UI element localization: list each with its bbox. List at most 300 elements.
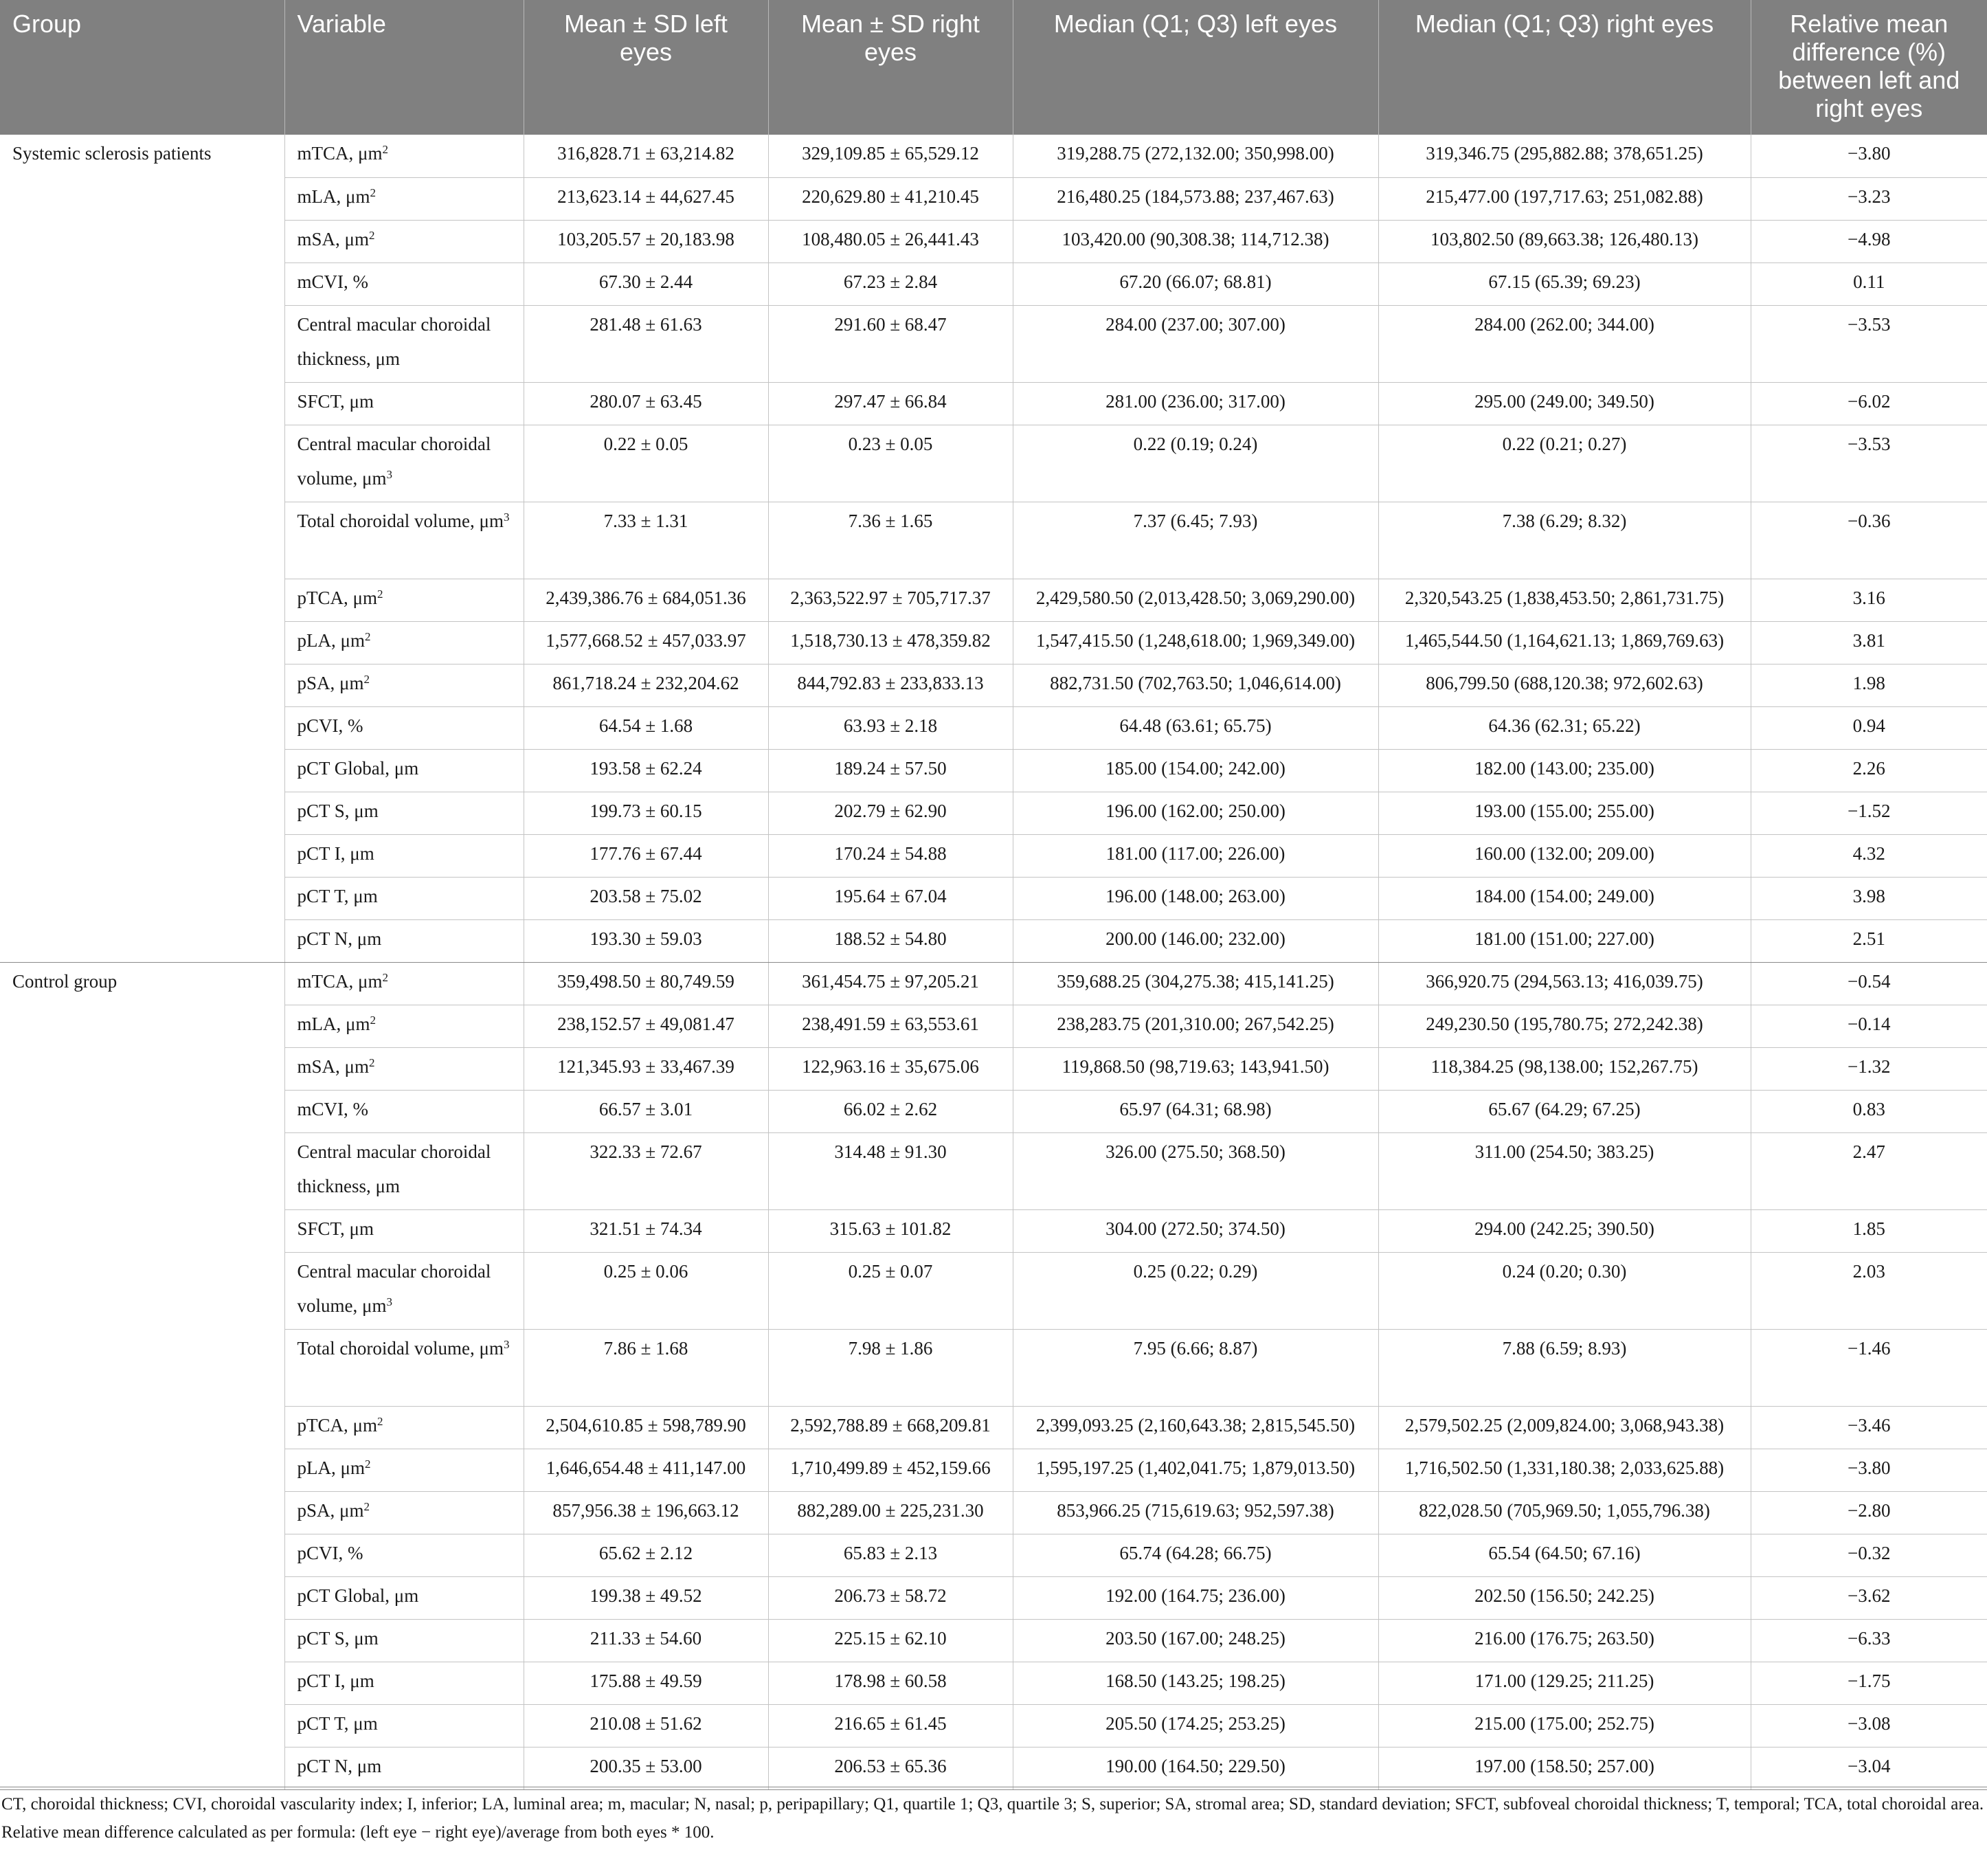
table-row — [0, 1747, 1987, 1789]
median-left-cell: 359,688.25 (304,275.38; 415,141.25) — [1013, 962, 1378, 1005]
relative-difference-cell: −3.08 — [1751, 1704, 1987, 1747]
median-right-cell: 67.15 (65.39; 69.23) — [1378, 263, 1751, 305]
table-row — [0, 1209, 1987, 1252]
median-right-cell: 171.00 (129.25; 211.25) — [1378, 1662, 1751, 1704]
mean-right-cell: 216.65 ± 61.45 — [768, 1704, 1013, 1747]
median-right-cell: 65.67 (64.29; 67.25) — [1378, 1090, 1751, 1132]
table-row — [0, 877, 1987, 919]
variable-label: pTCA, μm — [297, 587, 377, 608]
median-left-cell: 119,868.50 (98,719.63; 143,941.50) — [1013, 1047, 1378, 1090]
median-right-cell: 64.36 (62.31; 65.22) — [1378, 706, 1751, 749]
variable-cell — [284, 305, 524, 382]
median-left-cell: 1,547,415.50 (1,248,618.00; 1,969,349.00) — [1013, 621, 1378, 664]
variable-cell — [284, 425, 524, 502]
header-variable: Variable — [284, 0, 524, 135]
header-group: Group — [0, 0, 284, 135]
variable-cell — [284, 1209, 524, 1252]
variable-label: Total choroidal volume, μm — [297, 1337, 504, 1359]
median-left-cell: 326.00 (275.50; 368.50) — [1013, 1132, 1378, 1209]
variable-label: mTCA, μm — [297, 970, 383, 992]
variable-label: pLA, μm — [297, 1457, 365, 1478]
variable-label: Total choroidal volume, μm — [297, 510, 504, 531]
table-row — [0, 834, 1987, 877]
median-left-cell: 200.00 (146.00; 232.00) — [1013, 919, 1378, 962]
median-left-cell: 65.74 (64.28; 66.75) — [1013, 1534, 1378, 1576]
variable-cell — [284, 1576, 524, 1619]
variable-cell — [284, 1534, 524, 1576]
unit-exponent: 2 — [369, 1056, 375, 1069]
median-left-cell: 0.22 (0.19; 0.24) — [1013, 425, 1378, 502]
mean-right-cell: 2,592,788.89 ± 668,209.81 — [768, 1406, 1013, 1449]
abbreviations-footnote: CT, choroidal thickness; CVI, choroidal vascularity index; I, inferior; LA, luminal area; m, macular; N, nasal; p, peripapillary; Q1, quartile 1; Q3, quartile 3; S, superior; SA, stromal area; SD, standard deviation; SFCT, subfoveal choroidal thickness; T, temporal; TCA, total choroidal area. — [1, 1795, 1984, 1813]
table-row — [0, 1406, 1987, 1449]
unit-exponent: 2 — [363, 672, 370, 686]
median-left-cell: 67.20 (66.07; 68.81) — [1013, 263, 1378, 305]
relative-difference-cell: 3.81 — [1751, 621, 1987, 664]
variable-cell — [284, 1704, 524, 1747]
unit-exponent: 3 — [386, 1295, 392, 1308]
variable-cell — [284, 1491, 524, 1534]
relative-difference-cell: −3.80 — [1751, 135, 1987, 177]
median-right-cell: 319,346.75 (295,882.88; 378,651.25) — [1378, 135, 1751, 177]
median-left-cell: 284.00 (237.00; 307.00) — [1013, 305, 1378, 382]
median-right-cell: 215.00 (175.00; 252.75) — [1378, 1704, 1751, 1747]
unit-exponent: 2 — [382, 970, 388, 984]
relative-difference-cell: 2.51 — [1751, 919, 1987, 962]
table-row — [0, 263, 1987, 305]
mean-left-cell: 67.30 ± 2.44 — [524, 263, 768, 305]
variable-cell — [284, 579, 524, 621]
unit-exponent: 3 — [504, 510, 510, 524]
median-right-cell: 0.24 (0.20; 0.30) — [1378, 1252, 1751, 1329]
table-row — [0, 706, 1987, 749]
median-left-cell: 2,429,580.50 (2,013,428.50; 3,069,290.00) — [1013, 579, 1378, 621]
relative-difference-cell: 2.26 — [1751, 749, 1987, 792]
variable-label: pCT I, μm — [297, 842, 374, 864]
relative-difference-cell: −3.46 — [1751, 1406, 1987, 1449]
relative-difference-cell: 4.32 — [1751, 834, 1987, 877]
table-row — [0, 305, 1987, 382]
median-left-cell: 7.37 (6.45; 7.93) — [1013, 502, 1378, 579]
mean-left-cell: 0.22 ± 0.05 — [524, 425, 768, 502]
median-right-cell: 284.00 (262.00; 344.00) — [1378, 305, 1751, 382]
variable-cell — [284, 621, 524, 664]
median-left-cell: 190.00 (164.50; 229.50) — [1013, 1747, 1378, 1789]
mean-left-cell: 2,439,386.76 ± 684,051.36 — [524, 579, 768, 621]
median-left-cell: 853,966.25 (715,619.63; 952,597.38) — [1013, 1491, 1378, 1534]
median-right-cell: 366,920.75 (294,563.13; 416,039.75) — [1378, 962, 1751, 1005]
variable-cell — [284, 706, 524, 749]
unit-exponent: 2 — [377, 1414, 383, 1428]
mean-left-cell: 177.76 ± 67.44 — [524, 834, 768, 877]
mean-left-cell: 213,623.14 ± 44,627.45 — [524, 177, 768, 220]
mean-left-cell: 322.33 ± 72.67 — [524, 1132, 768, 1209]
relative-difference-cell: −6.33 — [1751, 1619, 1987, 1662]
mean-left-cell: 359,498.50 ± 80,749.59 — [524, 962, 768, 1005]
median-left-cell: 196.00 (162.00; 250.00) — [1013, 792, 1378, 834]
variable-label: pTCA, μm — [297, 1414, 377, 1436]
mean-left-cell: 199.73 ± 60.15 — [524, 792, 768, 834]
median-left-cell: 216,480.25 (184,573.88; 237,467.63) — [1013, 177, 1378, 220]
median-right-cell: 311.00 (254.50; 383.25) — [1378, 1132, 1751, 1209]
mean-left-cell: 175.88 ± 49.59 — [524, 1662, 768, 1704]
variable-label: mLA, μm — [297, 186, 370, 207]
mean-left-cell: 103,205.57 ± 20,183.98 — [524, 220, 768, 263]
relative-difference-cell: 0.94 — [1751, 706, 1987, 749]
table-row — [0, 579, 1987, 621]
mean-left-cell: 193.58 ± 62.24 — [524, 749, 768, 792]
mean-left-cell: 121,345.93 ± 33,467.39 — [524, 1047, 768, 1090]
variable-label: SFCT, μm — [297, 390, 374, 412]
variable-label: pCVI, % — [297, 715, 363, 736]
unit-exponent: 2 — [364, 1457, 371, 1471]
table-row — [0, 177, 1987, 220]
table-row — [0, 135, 1987, 177]
relative-difference-cell: 1.85 — [1751, 1209, 1987, 1252]
variable-cell — [284, 664, 524, 706]
median-right-cell: 249,230.50 (195,780.75; 272,242.38) — [1378, 1005, 1751, 1047]
mean-right-cell: 108,480.05 ± 26,441.43 — [768, 220, 1013, 263]
mean-right-cell: 7.98 ± 1.86 — [768, 1329, 1013, 1406]
relative-difference-cell: −1.75 — [1751, 1662, 1987, 1704]
unit-exponent: 2 — [377, 587, 383, 601]
mean-left-cell: 1,577,668.52 ± 457,033.97 — [524, 621, 768, 664]
table-body — [0, 135, 1987, 1789]
median-right-cell: 294.00 (242.25; 390.50) — [1378, 1209, 1751, 1252]
header-mean-right: Mean ± SD right eyes — [768, 0, 1013, 135]
table-row — [0, 220, 1987, 263]
median-right-cell: 2,579,502.25 (2,009,824.00; 3,068,943.38) — [1378, 1406, 1751, 1449]
median-right-cell: 118,384.25 (98,138.00; 152,267.75) — [1378, 1047, 1751, 1090]
mean-left-cell: 200.35 ± 53.00 — [524, 1747, 768, 1789]
median-right-cell: 295.00 (249.00; 349.50) — [1378, 382, 1751, 425]
relative-difference-cell: −1.32 — [1751, 1047, 1987, 1090]
median-right-cell: 1,465,544.50 (1,164,621.13; 1,869,769.63) — [1378, 621, 1751, 664]
median-left-cell: 281.00 (236.00; 317.00) — [1013, 382, 1378, 425]
relative-difference-cell: −4.98 — [1751, 220, 1987, 263]
header-row — [0, 0, 1987, 135]
table-row — [0, 1576, 1987, 1619]
table-row — [0, 1090, 1987, 1132]
median-right-cell: 215,477.00 (197,717.63; 251,082.88) — [1378, 177, 1751, 220]
relative-difference-cell: 3.16 — [1751, 579, 1987, 621]
header-mean-left: Mean ± SD left eyes — [524, 0, 768, 135]
median-right-cell: 1,716,502.50 (1,331,180.38; 2,033,625.88) — [1378, 1449, 1751, 1491]
median-right-cell: 103,802.50 (89,663.38; 126,480.13) — [1378, 220, 1751, 263]
mean-left-cell: 64.54 ± 1.68 — [524, 706, 768, 749]
mean-left-cell: 1,646,654.48 ± 411,147.00 — [524, 1449, 768, 1491]
mean-right-cell: 66.02 ± 2.62 — [768, 1090, 1013, 1132]
variable-label: pCT S, μm — [297, 800, 379, 821]
median-left-cell: 65.97 (64.31; 68.98) — [1013, 1090, 1378, 1132]
median-left-cell: 238,283.75 (201,310.00; 267,542.25) — [1013, 1005, 1378, 1047]
variable-label: Central macular choroidal thickness, μm — [297, 313, 491, 369]
unit-exponent: 2 — [364, 629, 371, 643]
relative-difference-cell: −1.46 — [1751, 1329, 1987, 1406]
mean-left-cell: 316,828.71 ± 63,214.82 — [524, 135, 768, 177]
mean-right-cell: 188.52 ± 54.80 — [768, 919, 1013, 962]
variable-label: Central macular choroidal thickness, μm — [297, 1141, 491, 1196]
table-row — [0, 792, 1987, 834]
relative-difference-cell: −3.53 — [1751, 305, 1987, 382]
median-left-cell: 185.00 (154.00; 242.00) — [1013, 749, 1378, 792]
variable-cell — [284, 1449, 524, 1491]
mean-left-cell: 211.33 ± 54.60 — [524, 1619, 768, 1662]
relative-difference-cell: −3.53 — [1751, 425, 1987, 502]
variable-label: mCVI, % — [297, 1098, 368, 1119]
median-right-cell: 7.88 (6.59; 8.93) — [1378, 1329, 1751, 1406]
variable-label: pCVI, % — [297, 1542, 363, 1563]
median-right-cell: 181.00 (151.00; 227.00) — [1378, 919, 1751, 962]
mean-right-cell: 844,792.83 ± 233,833.13 — [768, 664, 1013, 706]
table-row — [0, 1449, 1987, 1491]
mean-right-cell: 170.24 ± 54.88 — [768, 834, 1013, 877]
variable-cell — [284, 1252, 524, 1329]
mean-left-cell: 193.30 ± 59.03 — [524, 919, 768, 962]
unit-exponent: 2 — [370, 1013, 376, 1027]
median-right-cell: 202.50 (156.50; 242.25) — [1378, 1576, 1751, 1619]
variable-label: Central macular choroidal volume, μm — [297, 433, 491, 489]
table-row — [0, 749, 1987, 792]
median-right-cell: 184.00 (154.00; 249.00) — [1378, 877, 1751, 919]
relative-difference-cell: 0.11 — [1751, 263, 1987, 305]
variable-label: pSA, μm — [297, 672, 364, 693]
median-right-cell: 2,320,543.25 (1,838,453.50; 2,861,731.75) — [1378, 579, 1751, 621]
mean-left-cell: 857,956.38 ± 196,663.12 — [524, 1491, 768, 1534]
median-left-cell: 168.50 (143.25; 198.25) — [1013, 1662, 1378, 1704]
variable-label: mCVI, % — [297, 271, 368, 292]
table-row — [0, 664, 1987, 706]
median-left-cell: 181.00 (117.00; 226.00) — [1013, 834, 1378, 877]
mean-right-cell: 1,710,499.89 ± 452,159.66 — [768, 1449, 1013, 1491]
relative-difference-cell: −3.04 — [1751, 1747, 1987, 1789]
table-row — [0, 502, 1987, 579]
mean-left-cell: 210.08 ± 51.62 — [524, 1704, 768, 1747]
variable-cell — [284, 1329, 524, 1406]
mean-right-cell: 0.23 ± 0.05 — [768, 425, 1013, 502]
median-left-cell: 64.48 (63.61; 65.75) — [1013, 706, 1378, 749]
variable-cell — [284, 135, 524, 177]
mean-right-cell: 225.15 ± 62.10 — [768, 1619, 1013, 1662]
mean-left-cell: 280.07 ± 63.45 — [524, 382, 768, 425]
variable-cell — [284, 177, 524, 220]
variable-label: SFCT, μm — [297, 1218, 374, 1239]
median-left-cell: 192.00 (164.75; 236.00) — [1013, 1576, 1378, 1619]
variable-cell — [284, 263, 524, 305]
variable-label: pCT T, μm — [297, 885, 378, 906]
relative-difference-cell: 0.83 — [1751, 1090, 1987, 1132]
table-row — [0, 1704, 1987, 1747]
table-row — [0, 962, 1987, 1005]
median-right-cell: 216.00 (176.75; 263.50) — [1378, 1619, 1751, 1662]
variable-cell — [284, 834, 524, 877]
table-row — [0, 1619, 1987, 1662]
mean-right-cell: 0.25 ± 0.07 — [768, 1252, 1013, 1329]
mean-right-cell: 206.53 ± 65.36 — [768, 1747, 1013, 1789]
variable-cell — [284, 919, 524, 962]
variable-cell — [284, 1047, 524, 1090]
mean-left-cell: 238,152.57 ± 49,081.47 — [524, 1005, 768, 1047]
table-row — [0, 425, 1987, 502]
relative-difference-cell: −3.80 — [1751, 1449, 1987, 1491]
median-left-cell: 103,420.00 (90,308.38; 114,712.38) — [1013, 220, 1378, 263]
mean-right-cell: 291.60 ± 68.47 — [768, 305, 1013, 382]
mean-right-cell: 65.83 ± 2.13 — [768, 1534, 1013, 1576]
mean-left-cell: 199.38 ± 49.52 — [524, 1576, 768, 1619]
median-right-cell: 193.00 (155.00; 255.00) — [1378, 792, 1751, 834]
relative-difference-cell: 2.03 — [1751, 1252, 1987, 1329]
relative-difference-cell: −0.36 — [1751, 502, 1987, 579]
table-row — [0, 1662, 1987, 1704]
variable-label: pSA, μm — [297, 1499, 364, 1521]
mean-right-cell: 202.79 ± 62.90 — [768, 792, 1013, 834]
median-right-cell: 0.22 (0.21; 0.27) — [1378, 425, 1751, 502]
mean-right-cell: 122,963.16 ± 35,675.06 — [768, 1047, 1013, 1090]
relative-difference-cell: −0.32 — [1751, 1534, 1987, 1576]
variable-cell — [284, 877, 524, 919]
mean-right-cell: 882,289.00 ± 225,231.30 — [768, 1491, 1013, 1534]
relative-difference-cell: −6.02 — [1751, 382, 1987, 425]
median-left-cell: 205.50 (174.25; 253.25) — [1013, 1704, 1378, 1747]
variable-label: mTCA, μm — [297, 143, 383, 164]
mean-left-cell: 281.48 ± 61.63 — [524, 305, 768, 382]
mean-right-cell: 297.47 ± 66.84 — [768, 382, 1013, 425]
mean-left-cell: 7.86 ± 1.68 — [524, 1329, 768, 1406]
mean-left-cell: 861,718.24 ± 232,204.62 — [524, 664, 768, 706]
variable-cell — [284, 1747, 524, 1789]
mean-right-cell: 206.73 ± 58.72 — [768, 1576, 1013, 1619]
formula-footnote: Relative mean difference calculated as per formula: (left eye − right eye)/average from both eyes * 100. — [1, 1823, 715, 1842]
table-row — [0, 621, 1987, 664]
variable-label: pCT S, μm — [297, 1627, 379, 1649]
median-right-cell: 806,799.50 (688,120.38; 972,602.63) — [1378, 664, 1751, 706]
unit-exponent: 2 — [363, 1499, 370, 1513]
group-label: Control group — [0, 962, 284, 1789]
variable-label: mSA, μm — [297, 1056, 369, 1077]
median-left-cell: 304.00 (272.50; 374.50) — [1013, 1209, 1378, 1252]
variable-label: mSA, μm — [297, 228, 369, 249]
table-row — [0, 1491, 1987, 1534]
mean-right-cell: 7.36 ± 1.65 — [768, 502, 1013, 579]
table-row — [0, 919, 1987, 962]
relative-difference-cell: 2.47 — [1751, 1132, 1987, 1209]
unit-exponent: 3 — [504, 1337, 510, 1351]
unit-exponent: 2 — [370, 186, 376, 199]
variable-cell — [284, 382, 524, 425]
median-right-cell: 822,028.50 (705,969.50; 1,055,796.38) — [1378, 1491, 1751, 1534]
mean-right-cell: 63.93 ± 2.18 — [768, 706, 1013, 749]
mean-left-cell: 321.51 ± 74.34 — [524, 1209, 768, 1252]
relative-difference-cell: 1.98 — [1751, 664, 1987, 706]
mean-left-cell: 7.33 ± 1.31 — [524, 502, 768, 579]
median-left-cell: 319,288.75 (272,132.00; 350,998.00) — [1013, 135, 1378, 177]
table-row — [0, 1329, 1987, 1406]
median-left-cell: 1,595,197.25 (1,402,041.75; 1,879,013.50) — [1013, 1449, 1378, 1491]
variable-cell — [284, 1005, 524, 1047]
relative-difference-cell: −3.62 — [1751, 1576, 1987, 1619]
mean-right-cell: 315.63 ± 101.82 — [768, 1209, 1013, 1252]
median-right-cell: 65.54 (64.50; 67.16) — [1378, 1534, 1751, 1576]
group-label: Systemic sclerosis patients — [0, 135, 284, 962]
table-row — [0, 1047, 1987, 1090]
variable-label: mLA, μm — [297, 1013, 370, 1034]
mean-left-cell: 2,504,610.85 ± 598,789.90 — [524, 1406, 768, 1449]
mean-right-cell: 67.23 ± 2.84 — [768, 263, 1013, 305]
table-row — [0, 1132, 1987, 1209]
table-row — [0, 1534, 1987, 1576]
variable-label: pCT Global, μm — [297, 757, 419, 779]
variable-cell — [284, 1662, 524, 1704]
header-relative-difference: Relative mean difference (%) between left and right eyes — [1751, 0, 1987, 135]
table-footnotes — [0, 1787, 1987, 1846]
unit-exponent: 3 — [386, 467, 392, 481]
median-left-cell: 203.50 (167.00; 248.25) — [1013, 1619, 1378, 1662]
variable-label: pCT N, μm — [297, 928, 382, 949]
variable-cell — [284, 220, 524, 263]
relative-difference-cell: −1.52 — [1751, 792, 1987, 834]
median-left-cell: 196.00 (148.00; 263.00) — [1013, 877, 1378, 919]
table-row — [0, 382, 1987, 425]
header-median-left: Median (Q1; Q3) left eyes — [1013, 0, 1378, 135]
median-right-cell: 160.00 (132.00; 209.00) — [1378, 834, 1751, 877]
table-row — [0, 1005, 1987, 1047]
mean-right-cell: 314.48 ± 91.30 — [768, 1132, 1013, 1209]
relative-difference-cell: −0.54 — [1751, 962, 1987, 1005]
variable-cell — [284, 1619, 524, 1662]
variable-cell — [284, 502, 524, 579]
mean-left-cell: 66.57 ± 3.01 — [524, 1090, 768, 1132]
relative-difference-cell: 3.98 — [1751, 877, 1987, 919]
mean-right-cell: 2,363,522.97 ± 705,717.37 — [768, 579, 1013, 621]
mean-right-cell: 178.98 ± 60.58 — [768, 1662, 1013, 1704]
variable-cell — [284, 1406, 524, 1449]
variable-cell — [284, 749, 524, 792]
median-right-cell: 7.38 (6.29; 8.32) — [1378, 502, 1751, 579]
unit-exponent: 2 — [382, 143, 388, 156]
relative-difference-cell: −2.80 — [1751, 1491, 1987, 1534]
relative-difference-cell: −3.23 — [1751, 177, 1987, 220]
mean-right-cell: 329,109.85 ± 65,529.12 — [768, 135, 1013, 177]
table-row — [0, 1252, 1987, 1329]
header-median-right: Median (Q1; Q3) right eyes — [1378, 0, 1751, 135]
variable-cell — [284, 962, 524, 1005]
variable-cell — [284, 792, 524, 834]
variable-label: pCT I, μm — [297, 1670, 374, 1691]
table-header — [0, 0, 1987, 135]
relative-difference-cell: −0.14 — [1751, 1005, 1987, 1047]
median-left-cell: 0.25 (0.22; 0.29) — [1013, 1252, 1378, 1329]
mean-right-cell: 195.64 ± 67.04 — [768, 877, 1013, 919]
median-left-cell: 7.95 (6.66; 8.87) — [1013, 1329, 1378, 1406]
mean-right-cell: 361,454.75 ± 97,205.21 — [768, 962, 1013, 1005]
variable-label: pLA, μm — [297, 629, 365, 651]
mean-left-cell: 203.58 ± 75.02 — [524, 877, 768, 919]
variable-label: pCT Global, μm — [297, 1585, 419, 1606]
mean-right-cell: 220,629.80 ± 41,210.45 — [768, 177, 1013, 220]
mean-right-cell: 189.24 ± 57.50 — [768, 749, 1013, 792]
variable-cell — [284, 1132, 524, 1209]
mean-right-cell: 238,491.59 ± 63,553.61 — [768, 1005, 1013, 1047]
mean-right-cell: 1,518,730.13 ± 478,359.82 — [768, 621, 1013, 664]
variable-label: pCT T, μm — [297, 1712, 378, 1734]
variable-label: Central macular choroidal volume, μm — [297, 1260, 491, 1316]
median-right-cell: 182.00 (143.00; 235.00) — [1378, 749, 1751, 792]
median-left-cell: 2,399,093.25 (2,160,643.38; 2,815,545.50) — [1013, 1406, 1378, 1449]
mean-left-cell: 0.25 ± 0.06 — [524, 1252, 768, 1329]
unit-exponent: 2 — [369, 228, 375, 242]
mean-left-cell: 65.62 ± 2.12 — [524, 1534, 768, 1576]
variable-cell — [284, 1090, 524, 1132]
